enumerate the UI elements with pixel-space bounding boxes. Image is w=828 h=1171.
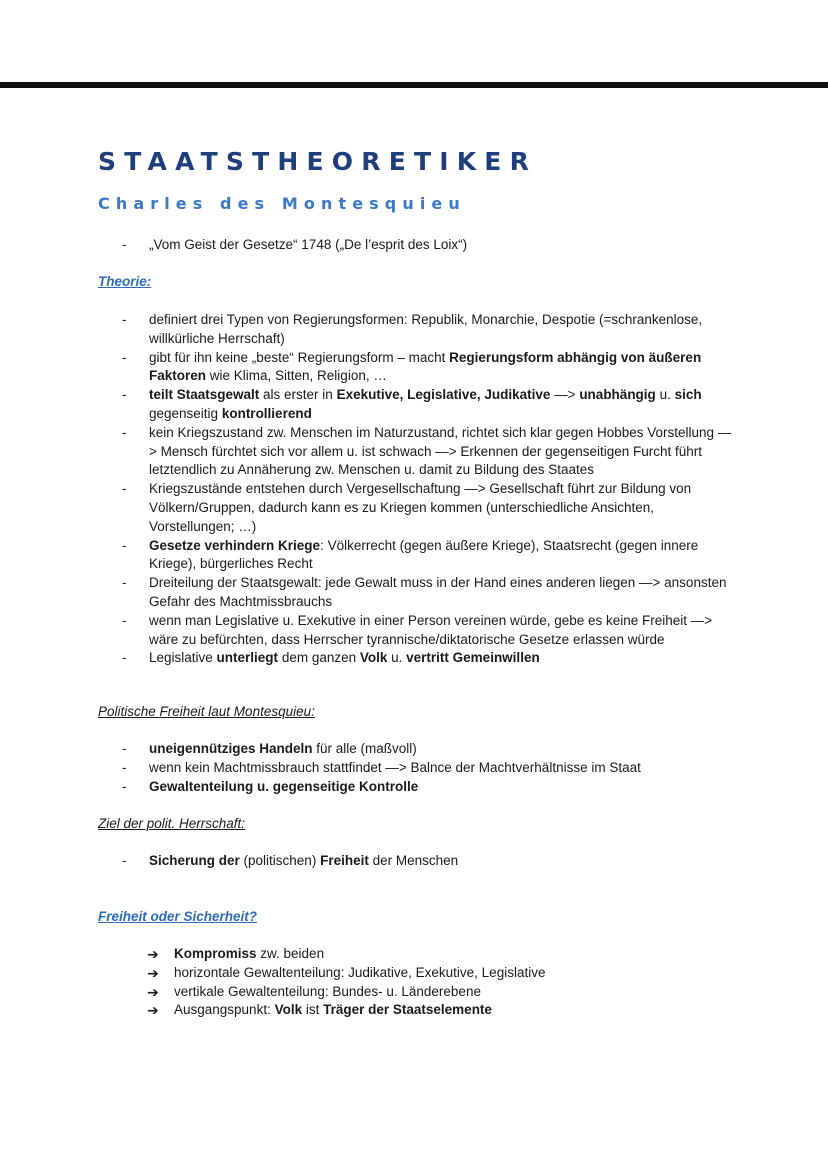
bold-text: unabhängig xyxy=(579,387,656,403)
bold-text: Sicherung der xyxy=(149,853,240,868)
text-segment: (politischen) xyxy=(239,853,321,868)
list-item xyxy=(0,740,739,759)
text-segment: u. xyxy=(655,387,675,403)
bold-text: Regierungsform abhängig von äußeren Faktoren xyxy=(149,349,702,384)
dash-bullet: - xyxy=(122,424,127,440)
arrow-bullet-icon: ➔ xyxy=(147,983,159,1000)
dash-bullet: - xyxy=(122,741,127,756)
text-segment: : Völkerrecht (gegen äußere Kriege), Staatsrecht (gegen innere Kriege), bürgerliches Recht xyxy=(149,537,699,572)
list-item xyxy=(0,945,734,964)
list-item xyxy=(0,964,734,983)
bold-text: uneigennütziges Handeln xyxy=(149,741,313,756)
text-segment: Ausgangspunkt: xyxy=(174,1002,275,1018)
list-item xyxy=(0,424,739,480)
list-item xyxy=(0,349,739,387)
list-item xyxy=(0,852,739,871)
text-segment: wenn kein Machtmissbrauch stattfindet —> Balnce der Machtverhältnisse im Staat xyxy=(149,759,641,775)
text-segment: gegenseitig xyxy=(149,405,222,421)
text-segment: zw. beiden xyxy=(256,946,325,961)
list-item xyxy=(0,480,739,536)
text-segment: definiert drei Typen von Regierungsformen: Republik, Monarchie, Despotie (=schrankenlose, willkürliche Herrschaft) xyxy=(149,312,703,346)
text-segment: gibt für ihn keine „beste“ Regierungsform – macht xyxy=(149,349,450,365)
heading-freiheit-sicherheit: Freiheit oder Sicherheit? xyxy=(98,909,258,924)
bold-text: Volk xyxy=(359,650,388,666)
list-item xyxy=(0,537,739,575)
bold-text: unterliegt xyxy=(216,650,279,666)
list-item xyxy=(0,386,739,424)
bold-text: sich xyxy=(674,387,702,403)
list-item xyxy=(0,236,739,255)
text-segment: wie Klima, Sitten, Religion, … xyxy=(206,368,387,384)
theorie-list xyxy=(0,311,739,668)
bold-text: kontrollierend xyxy=(221,405,312,421)
text-segment: ist xyxy=(302,1002,324,1018)
bold-text: Gesetze verhindern Kriege xyxy=(149,537,321,553)
text-segment: dem ganzen xyxy=(278,650,360,666)
list-item xyxy=(0,983,734,1002)
dash-bullet: - xyxy=(122,237,127,252)
bold-text: Exekutive, Legislative, Judikative xyxy=(336,387,551,403)
dash-bullet: - xyxy=(122,349,127,365)
text-segment: Kriegszustände entstehen durch Vergesellschaftung —> Gesellschaft führt zur Bildung von Völkern/Gruppen, dadurch kann es zu Kriegen kommen (unterschiedliche Ansichten, Vorstellungen; …) xyxy=(149,481,692,534)
list-item xyxy=(0,1001,734,1020)
dash-bullet: - xyxy=(122,853,127,868)
arrow-bullet-icon: ➔ xyxy=(147,1002,159,1019)
bold-text: Gewaltenteilung u. gegenseitige Kontrolle xyxy=(149,778,419,794)
intro-list xyxy=(0,236,739,255)
ziel-list xyxy=(0,852,739,871)
heading-ziel: Ziel der polit. Herrschaft: xyxy=(98,816,246,831)
heading-theorie: Theorie: xyxy=(98,274,152,289)
text-segment: Dreiteilung der Staatsgewalt: jede Gewalt muss in der Hand eines anderen liegen —> ansonsten Gefahr des Machtmissbrauchs xyxy=(149,575,727,609)
document-title: STAATSTHEORETIKER xyxy=(98,147,538,176)
list-item xyxy=(0,778,739,797)
bold-text: teilt Staatsgewalt xyxy=(149,387,260,403)
list-item xyxy=(0,612,739,650)
top-rule xyxy=(0,82,828,88)
bold-text: Träger der Staatselemente xyxy=(323,1002,492,1018)
text-segment: für alle (maßvoll) xyxy=(312,741,417,756)
dash-bullet: - xyxy=(122,759,127,775)
politische-freiheit-list xyxy=(0,740,739,796)
text-segment: als erster in xyxy=(259,387,337,403)
text-segment: „Vom Geist der Gesetze“ 1748 („De l’esprit des Loix“) xyxy=(149,237,468,252)
bold-text: Freiheit xyxy=(320,853,369,868)
bold-text: Kompromiss xyxy=(174,946,257,961)
freiheit-sicherheit-list xyxy=(0,945,734,1020)
list-item xyxy=(0,311,739,349)
bold-text: Volk xyxy=(274,1002,303,1018)
dash-bullet: - xyxy=(122,650,127,666)
dash-bullet: - xyxy=(122,575,127,591)
dash-bullet: - xyxy=(122,312,127,327)
text-segment: kein Kriegszustand zw. Menschen im Naturzustand, richtet sich klar gegen Hobbes Vorstellung —> Mensch fürchtet sich vor allem u. ist schwach —> Erkennen der gegenseitigen Furcht führt letztendlich zu Annäherung zw. Menschen u. damit zu Bildung des Staates xyxy=(149,424,732,478)
text-segment: wenn man Legislative u. Exekutive in einer Person vereinen würde, gebe es keine Freiheit —> wäre zu befürchten, dass Herrscher tyrannische/diktatorische Gesetze erlassen würde xyxy=(149,612,713,647)
document-subtitle: Charles des Montesquieu xyxy=(98,194,466,213)
text-segment: vertikale Gewaltenteilung: Bundes- u. Länderebene xyxy=(174,983,481,999)
text-segment: horizontale Gewaltenteilung: Judikative, Exekutive, Legislative xyxy=(174,964,546,980)
bold-text: vertritt Gemeinwillen xyxy=(406,650,540,666)
list-item xyxy=(0,759,739,778)
list-item xyxy=(0,649,739,668)
text-segment: —> xyxy=(550,387,580,403)
text-segment: Legislative xyxy=(149,650,217,666)
arrow-bullet-icon: ➔ xyxy=(147,964,159,981)
heading-politische-freiheit: Politische Freiheit laut Montesquieu: xyxy=(98,704,315,719)
dash-bullet: - xyxy=(122,778,127,794)
dash-bullet: - xyxy=(122,481,127,497)
dash-bullet: - xyxy=(122,387,127,403)
list-item xyxy=(0,574,739,612)
text-segment: der Menschen xyxy=(368,853,459,868)
dash-bullet: - xyxy=(122,537,127,553)
text-segment: u. xyxy=(387,650,407,666)
arrow-bullet-icon: ➔ xyxy=(147,946,159,962)
dash-bullet: - xyxy=(122,612,127,628)
